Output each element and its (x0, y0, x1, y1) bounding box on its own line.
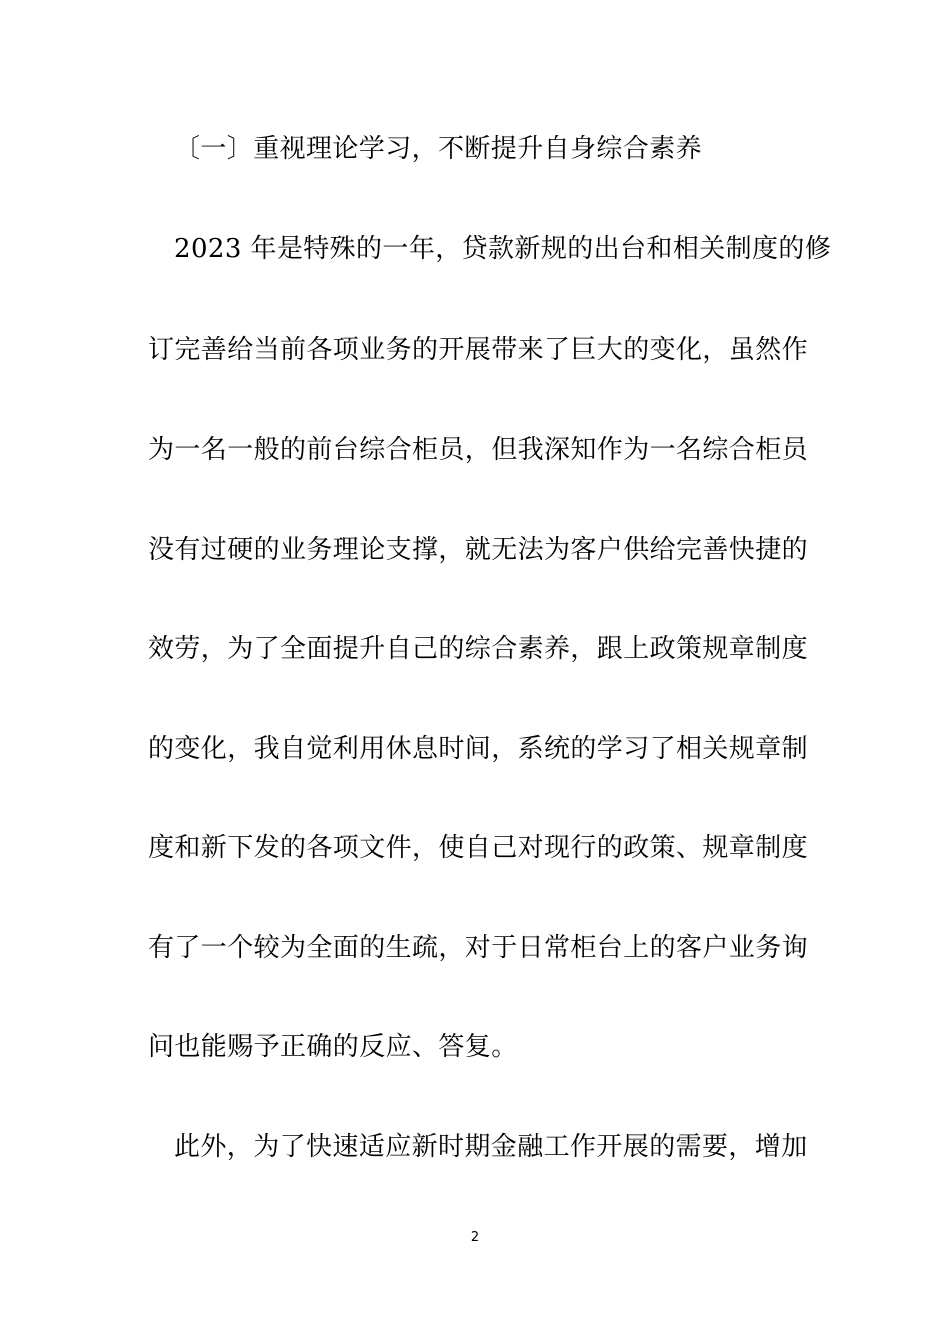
paragraph-line: 的变化，我自觉利用休息时间，系统的学习了相关规章制 (148, 734, 809, 764)
page-number: 2 (470, 1230, 480, 1245)
section-heading: 〔一〕重视理论学习，不断提升自身综合素养 (174, 134, 703, 164)
paragraph-line: 此外，为了快速适应新时期金融工作开展的需要，增加 (174, 1132, 808, 1162)
paragraph-line: 度和新下发的各项文件，使自己对现行的政策、规章制度 (148, 833, 809, 863)
paragraph-line: 效劳，为了全面提升自己的综合素养，跟上政策规章制度 (148, 634, 809, 664)
paragraph-line: 没有过硬的业务理论支撑，就无法为客户供给完善快捷的 (148, 535, 809, 565)
paragraph-line: 订完善给当前各项业务的开展带来了巨大的变化，虽然作 (148, 335, 809, 365)
paragraph-line: 为一名一般的前台综合柜员，但我深知作为一名综合柜员 (148, 435, 809, 465)
paragraph-line: 有了一个较为全面的生疏，对于日常柜台上的客户业务询 (148, 933, 809, 963)
paragraph-line: 2023 年是特殊的一年，贷款新规的出台和相关制度的修 (174, 234, 832, 264)
paragraph-line: 问也能赐予正确的反应、答复。 (148, 1032, 518, 1062)
